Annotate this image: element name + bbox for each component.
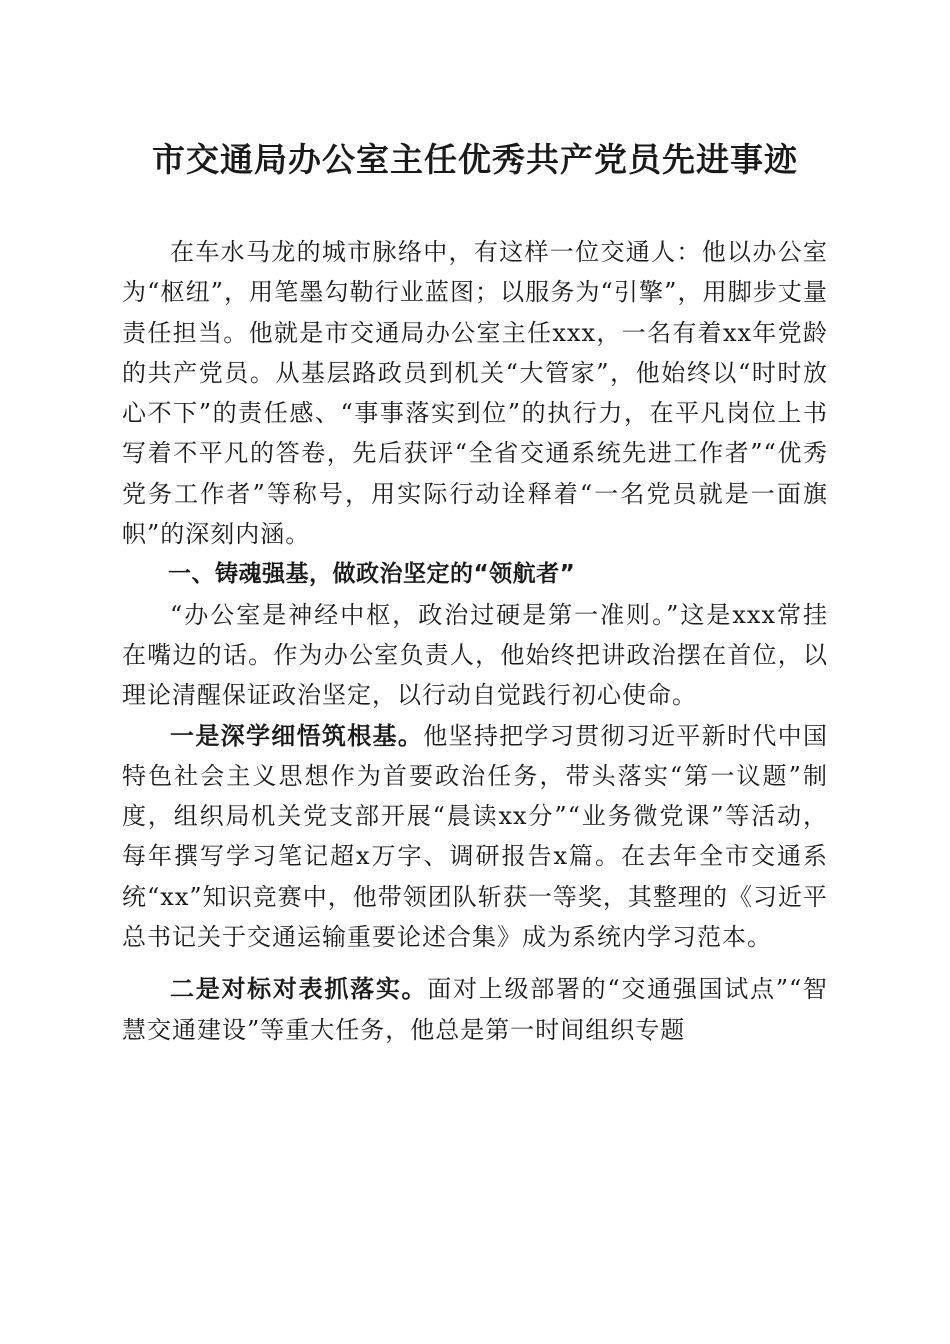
section-1-intro-paragraph: “办公室是神经中枢，政治过硬是第一准则。”这是xxx常挂在嘴边的话。作为办公室负责人，他始终把讲政治摆在首位，以理论清醒保证政治坚定，以行动自觉践行初心使命。: [122, 600, 828, 710]
intro-paragraph: 在车水马龙的城市脉络中，有这样一位交通人：他以办公室为“枢纽”，用笔墨勾勒行业蓝图；以服务为“引擎”，用脚步丈量责任担当。他就是市交通局办公室主任xxx，一名有着xx年党龄的共产党员。从基层路政员到机关“大管家”，他始终以“时时放心不下”的责任感、“事事落实到位”的执行力，在平凡岗位上书写着不平凡的答卷，先后获评“全省交通系统先进工作者”“优秀党务工作者”等称号，用实际行动诠释着“一名党员就是一面旗帜”的深刻内涵。: [122, 238, 828, 549]
point-1-text: 他坚持把学习贯彻习近平新时代中国特色社会主义思想作为首要政治任务，带头落实“第一议题”制度，组织局机关党支部开展“晨读xx分”“业务微党课”等活动，每年撰写学习笔记超x万字、调研报告x篇。在去年全市交通系统“xx”知识竞赛中，他带领团队斩获一等奖，其整理的《习近平总书记关于交通运输重要论述合集》成为系统内学习范本。: [122, 721, 829, 952]
point-2-text: 面对上级部署的“交通强国试点”“智慧交通建设”等重大任务，他总是第一时间组织专题: [122, 975, 829, 1044]
paragraph-gap: [122, 957, 828, 969]
document-body: [122, 232, 828, 1050]
point-1-lead: 一是深学细悟筑根基。: [170, 720, 424, 750]
section-1-heading: 一、铸魂强基，做政治坚定的“领航者”: [168, 561, 576, 588]
point-1-paragraph: [122, 716, 828, 958]
document-title: 市交通局办公室主任优秀共产党员先进事迹: [152, 140, 798, 179]
point-2-lead: 二是对标对表抓落实。: [170, 974, 428, 1004]
point-2-paragraph: [122, 969, 828, 1050]
